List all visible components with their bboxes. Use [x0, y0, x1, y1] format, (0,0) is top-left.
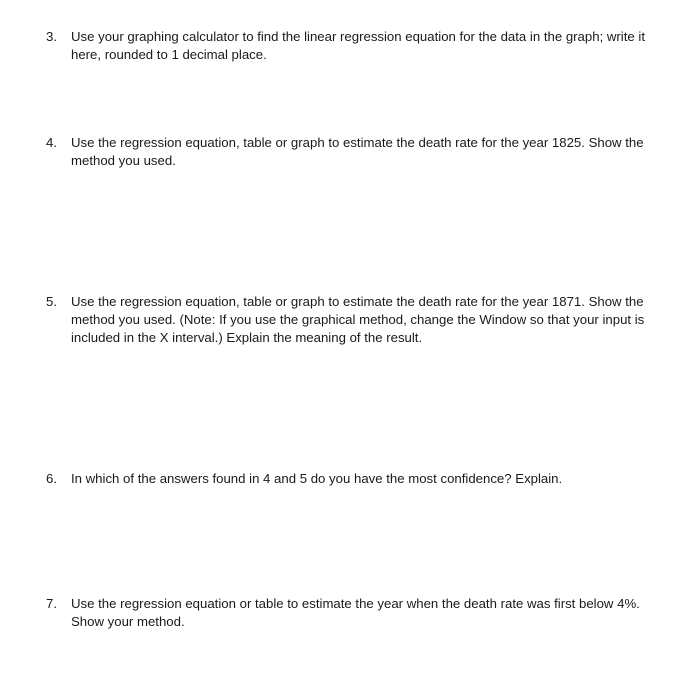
question-text: In which of the answers found in 4 and 5 do you have the most confidence? Explain. [71, 471, 563, 486]
question-number: 7. [46, 596, 57, 611]
question-number: 3. [46, 29, 57, 44]
question-text: Use the regression equation or table to estimate the year when the death rate was first below 4%. Show your method. [71, 596, 640, 629]
question-number: 5. [46, 294, 57, 309]
question-5 [46, 293, 671, 347]
question-text: Use the regression equation, table or graph to estimate the death rate for the year 1871. Show the method you used. (Note: If you use the graphical method, change the Window so that your input is included in the X interval.) Explain the meaning of the result. [71, 294, 645, 345]
question-number: 6. [46, 471, 57, 486]
question-7 [46, 595, 671, 631]
question-3 [46, 28, 671, 64]
question-text: Use the regression equation, table or graph to estimate the death rate for the year 1825. Show the method you used. [71, 135, 644, 168]
question-4 [46, 134, 671, 170]
question-number: 4. [46, 135, 57, 150]
question-text: Use your graphing calculator to find the linear regression equation for the data in the graph; write it here, rounded to 1 decimal place. [71, 29, 645, 62]
question-6 [46, 470, 671, 488]
